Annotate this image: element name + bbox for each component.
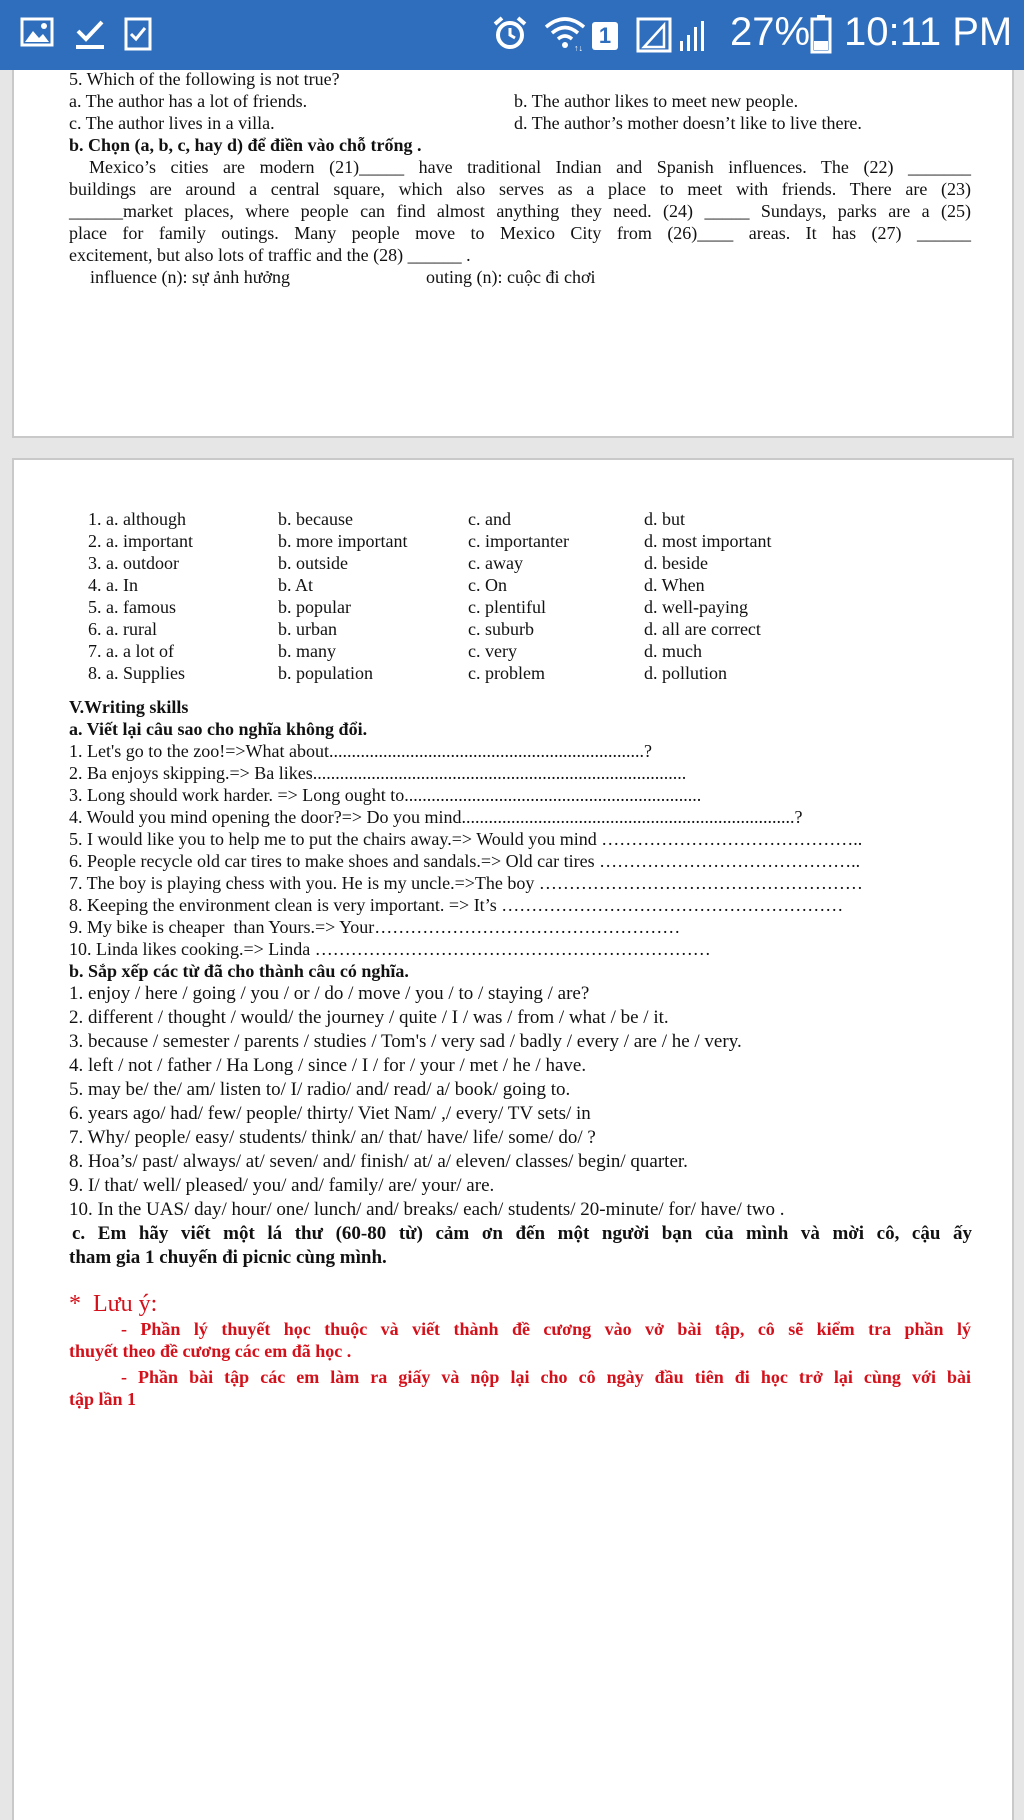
arrange-item: 4. left / not / father / Ha Long / since / I / for / your / met / he / have. xyxy=(69,1055,587,1076)
choice-5c: c. plentiful xyxy=(468,597,546,617)
passage-line: place for family outings. Many people move to Mexico City from (26)____ areas. It has (27) ______ xyxy=(69,223,971,243)
choice-1a: 1. a. although xyxy=(88,509,186,529)
q5-option-b: b. The author likes to meet new people. xyxy=(514,91,799,111)
choice-1c: c. and xyxy=(468,509,511,529)
note-line: - Phần lý thuyết học thuộc và viết thành đề cương vào vở bài tập, cô sẽ kiểm tra phần lý xyxy=(121,1319,971,1339)
passage-line: excitement, but also lots of traffic and the (28) ______ . xyxy=(69,245,471,265)
choice-6b: b. urban xyxy=(278,619,337,639)
question-5: 5. Which of the following is not true? xyxy=(69,69,340,89)
choice-4b: b. At xyxy=(278,575,314,595)
arrange-item: 8. Hoa’s/ past/ always/ at/ seven/ and/ finish/ at/ a/ eleven/ classes/ begin/ quarter. xyxy=(69,1151,688,1172)
rewrite-item: 8. Keeping the environment clean is very important. => It’s ………………………………………………… xyxy=(69,895,844,915)
choice-4c: c. On xyxy=(468,575,507,595)
arrange-item: 7. Why/ people/ easy/ students/ think/ an/ that/ have/ life/ some/ do/ ? xyxy=(69,1127,596,1148)
arrange-item: 5. may be/ the/ am/ listen to/ I/ radio/ and/ read/ a/ book/ going to. xyxy=(69,1079,571,1100)
svg-text:↑↓: ↑↓ xyxy=(574,43,583,51)
choice-2d: d. most important xyxy=(644,531,772,551)
choice-1d: d. but xyxy=(644,509,686,529)
wifi-icon xyxy=(544,15,586,51)
choice-7a: 7. a. a lot of xyxy=(88,641,174,661)
q5-option-c: c. The author lives in a villa. xyxy=(69,113,275,133)
writing-skills-title: V.Writing skills xyxy=(69,697,189,717)
note-line: thuyết theo đề cương các em đã học . xyxy=(69,1341,352,1361)
passage-line: ______market places, where people can find almost anything they need. (24) _____ Sundays, parks are a (25) xyxy=(69,201,971,221)
battery-icon xyxy=(810,14,832,54)
arrange-item: 2. different / thought / would/ the journey / quite / I / was / from / what / be / it. xyxy=(69,1007,669,1028)
arrange-item: 9. I/ that/ well/ pleased/ you/ and/ family/ are/ your/ are. xyxy=(69,1175,495,1196)
rewrite-item: 1. Let's go to the zoo!=>What about......................................................................? xyxy=(69,741,652,761)
arrange-item: 10. In the UAS/ day/ hour/ one/ lunch/ and/ breaks/ each/ students/ 20-minute/ for/ have/ two . xyxy=(69,1199,785,1220)
choice-2a: 2. a. important xyxy=(88,531,193,551)
choice-2c: c. importanter xyxy=(468,531,569,551)
signal-icon xyxy=(636,17,716,53)
download-done-icon[interactable] xyxy=(74,17,106,51)
section-a-heading: a. Viết lại câu sao cho nghĩa không đổi. xyxy=(69,719,368,739)
rewrite-item: 10. Linda likes cooking.=> Linda ………………………………………………………… xyxy=(69,939,711,959)
choice-7b: b. many xyxy=(278,641,336,661)
arrange-item: 3. because / semester / parents / studies / Tom's / very sad / badly / every / are / he / very. xyxy=(69,1031,742,1052)
vocab-influence: influence (n): sự ảnh hưởng xyxy=(90,267,290,287)
choice-2b: b. more important xyxy=(278,531,408,551)
choice-3a: 3. a. outdoor xyxy=(88,553,179,573)
choice-3d: d. beside xyxy=(644,553,708,573)
choice-1b: b. because xyxy=(278,509,353,529)
choice-4a: 4. a. In xyxy=(88,575,138,595)
choice-5d: d. well-paying xyxy=(644,597,748,617)
choice-7d: d. much xyxy=(644,641,702,661)
rewrite-item: 4. Would you mind opening the door?=> Do you mind..........................................................................? xyxy=(69,807,803,827)
status-bar xyxy=(0,0,1024,70)
choice-3b: b. outside xyxy=(278,553,348,573)
document-page-2[interactable] xyxy=(12,458,1014,1820)
section-c-prompt: c. Em hãy viết một lá thư (60-80 từ) cảm ơn đến một người bạn của mình và mời cô, cậu ấy xyxy=(72,1223,972,1244)
choice-8d: d. pollution xyxy=(644,663,728,683)
note-line: - Phần bài tập các em làm ra giấy và nộp lại cho cô ngày đầu tiên đi học trở lại cùng với bài xyxy=(121,1367,971,1387)
rewrite-item: 9. My bike is cheaper than Yours.=> Your…………………………………………… xyxy=(69,917,681,937)
arrange-item: 6. years ago/ had/ few/ people/ thirty/ Viet Nam/ ,/ every/ TV sets/ in xyxy=(69,1103,591,1124)
choice-5b: b. popular xyxy=(278,597,351,617)
q5-option-a: a. The author has a lot of friends. xyxy=(69,91,308,111)
sim-badge: 1 xyxy=(592,22,618,50)
section-c-prompt: tham gia 1 chuyến đi picnic cùng mình. xyxy=(69,1247,387,1268)
rewrite-item: 3. Long should work harder. => Long ought to.................................................................. xyxy=(69,785,702,805)
note-line: tập lần 1 xyxy=(69,1389,137,1409)
clock-time: 10:11 PM xyxy=(844,10,1013,54)
passage-line: buildings are around a central square, which also serves as a place to meet with friends. There are (23) xyxy=(69,179,971,199)
choice-6d: d. all are correct xyxy=(644,619,761,639)
rewrite-item: 5. I would like you to help me to put the chairs away.=> Would you mind …………………………………….. xyxy=(69,829,863,849)
image-icon[interactable] xyxy=(20,17,54,47)
arrange-item: 1. enjoy / here / going / you / or / do / move / you / to / staying / are? xyxy=(69,983,590,1004)
q5-option-d: d. The author’s mother doesn’t like to live there. xyxy=(514,113,862,133)
choice-7c: c. very xyxy=(468,641,517,661)
alarm-icon xyxy=(492,15,528,51)
section-b-arrange-heading: b. Sắp xếp các từ đã cho thành câu có nghĩa. xyxy=(69,961,409,981)
choice-6c: c. suburb xyxy=(468,619,534,639)
choice-6a: 6. a. rural xyxy=(88,619,157,639)
choice-5a: 5. a. famous xyxy=(88,597,176,617)
document-page-1[interactable] xyxy=(12,70,1014,438)
battery-percent: 27% xyxy=(730,10,811,54)
passage-line: Mexico’s cities are modern (21)_____ have traditional Indian and Spanish influences. The (22) _______ xyxy=(89,157,971,177)
rewrite-item: 6. People recycle old car tires to make shoes and sandals.=> Old car tires …………………………………….. xyxy=(69,851,861,871)
section-b-heading: b. Chọn (a, b, c, hay d) để điền vào chỗ trống . xyxy=(69,135,422,155)
choice-8c: c. problem xyxy=(468,663,545,683)
vocab-outing: outing (n): cuộc đi chơi xyxy=(426,267,596,287)
note-title: * Lưu ý: xyxy=(69,1291,158,1317)
choice-8b: b. population xyxy=(278,663,373,683)
choice-8a: 8. a. Supplies xyxy=(88,663,185,683)
rewrite-item: 2. Ba enjoys skipping.=> Ba likes................................................................................... xyxy=(69,763,687,783)
rewrite-item: 7. The boy is playing chess with you. He is my uncle.=>The boy ……………………………………………… xyxy=(69,873,863,893)
choice-3c: c. away xyxy=(468,553,523,573)
checkbox-icon[interactable] xyxy=(124,17,152,51)
choice-4d: d. When xyxy=(644,575,705,595)
